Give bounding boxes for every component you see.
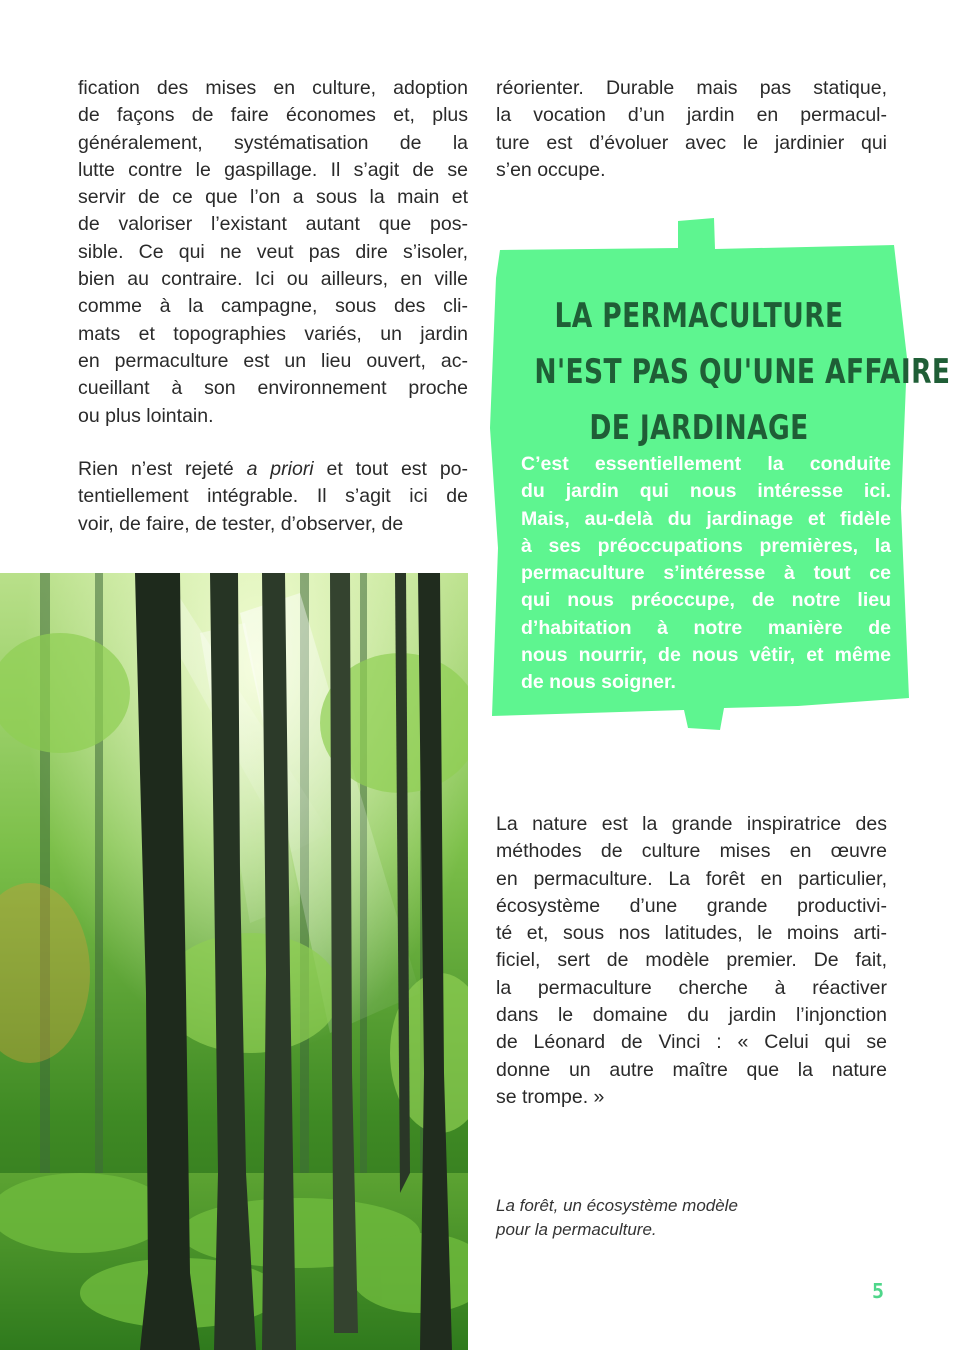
paragraph-line: de Léonard de Vinci : « Celui qui se [496,1031,887,1054]
paragraph-line: dans le domaine du jardin l’injonction [496,1004,887,1027]
paragraph-line: de façons de faire économes et, plus [78,104,468,127]
paragraph-line: comme à la campagne, sous des cli- [78,295,468,318]
paragraph-line: nous nourrir, de nous vêtir, et même [521,644,891,667]
paragraph-line: en permaculture est un lieu ouvert, ac- [78,349,468,372]
paragraph-line: réorienter. Durable mais pas statique, [496,77,887,99]
callout-title-line: LA PERMACULTURE [554,296,844,336]
paragraph-line: C’est essentiellement la conduite [521,453,891,475]
paragraph-line: sible. Ce qui ne veut pas dire s’isoler, [78,240,468,263]
paragraph-line: se trompe. » [496,1085,605,1108]
paragraph-line: de valoriser l’existant autant que pos- [78,213,468,236]
paragraph-line: cueillant à son environnement proche [78,377,468,400]
paragraph-line: mats et topographies variés, un jardin [78,322,468,345]
paragraph-line: bien au contraire. Ici ou ailleurs, en ville [78,268,468,291]
body-paragraph-left-1 [78,75,468,430]
caption-line: pour la permaculture. [496,1220,657,1239]
paragraph-line: Mais, au-delà du jardinage et fidèle [521,507,891,530]
paragraph-line: la vocation d’un jardin en permacul- [496,104,887,127]
paragraph-line: en permaculture. La forêt en particulier, [496,867,887,890]
paragraph-line [78,456,468,483]
forest-photo [0,573,468,1350]
paragraph-line: fication des mises en culture, adoption [78,77,468,99]
paragraph-line: s’en occupe. [496,158,606,181]
text-run: Rien n’est rejeté [78,458,247,480]
page-number: 5 [872,1279,885,1303]
paragraph-line: écosystème d’une grande productivi- [496,894,887,917]
paragraph-line: ficiel, sert de modèle premier. De fait, [496,949,887,972]
callout-title-line: N'EST PAS QU'UNE AFFAIRE [534,352,951,392]
paragraph-line: qui nous préoccupe, de notre lieu [521,589,891,612]
italic-phrase: a priori [246,458,314,480]
paragraph-line: lutte contre le gaspillage. Il s’agit de se [78,158,468,181]
paragraph-line: té et, sous nos latitudes, le moins arti- [496,922,887,945]
paragraph-line: voir, de faire, de tester, d’observer, de [78,512,404,535]
paragraph-line: la permaculture cherche à réactiver [496,976,887,999]
paragraph-line: ou plus lointain. [78,404,214,427]
callout-title [534,288,951,456]
body-paragraph-right-2 [496,811,887,1111]
paragraph-line: tentiellement intégrable. Il s’agit ici de [78,485,468,508]
body-paragraph-left-2 [78,456,468,538]
paragraph-line: généralement, systématisation de la [78,131,468,154]
paragraph-line: méthodes de culture mises en œuvre [496,840,887,863]
callout-title-line: DE JARDINAGE [589,408,809,448]
paragraph-line: ture est d’évoluer avec le jardinier qui [496,131,887,154]
text-run: et tout est po- [313,458,468,480]
caption-line: La forêt, un écosystème modèle [496,1196,738,1215]
paragraph-line: permaculture s’intéresse à tout ce [521,562,891,585]
paragraph-line: donne un autre maître que la nature [496,1058,887,1081]
callout-box [488,218,951,730]
forest-illustration [0,573,468,1350]
body-paragraph-right-1 [496,75,887,184]
callout-body [521,451,891,697]
paragraph-line: servir de ce que l’on a sous la main et [78,186,468,209]
paragraph-line: La nature est la grande inspiratrice des [496,813,887,835]
photo-caption [496,1194,816,1242]
paragraph-line: du jardin qui nous intéresse ici. [521,480,891,503]
paragraph-line: d’habitation à notre manière de [521,616,891,639]
paragraph-line: à ses préoccupations premières, la [521,534,891,557]
paragraph-line: de nous soigner. [521,671,676,694]
